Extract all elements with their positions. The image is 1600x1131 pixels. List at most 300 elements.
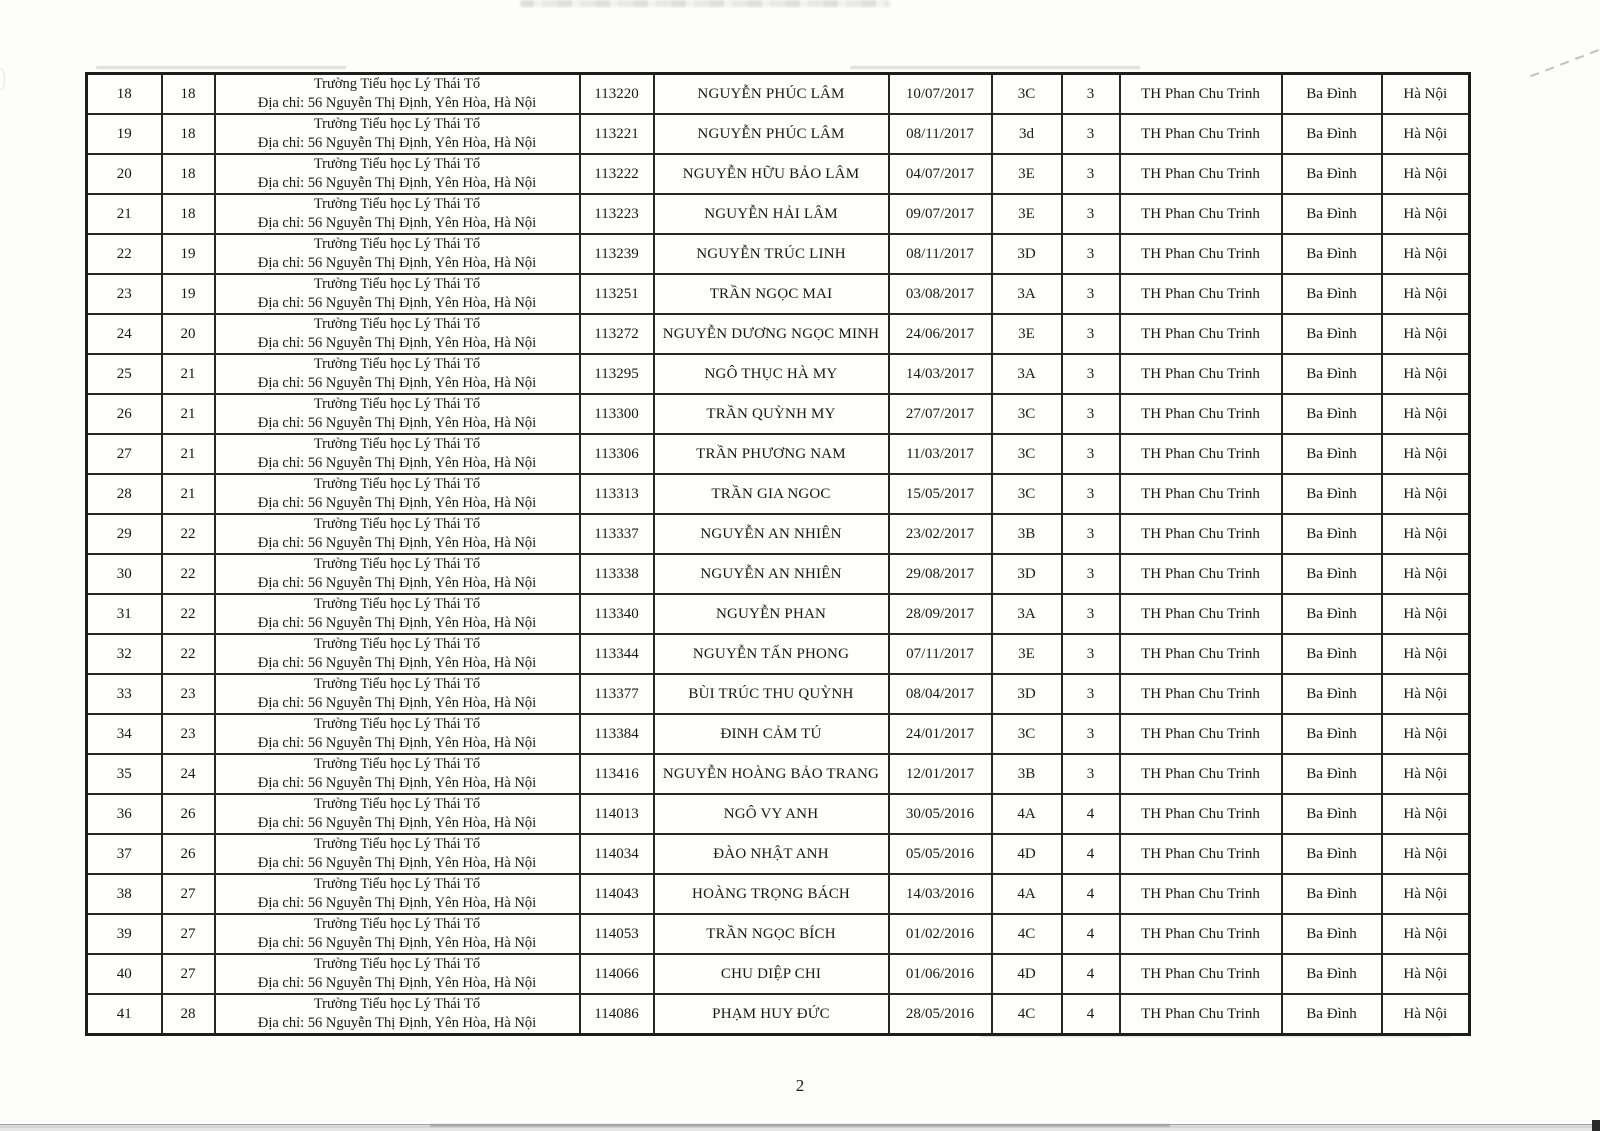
table-row	[87, 834, 1470, 874]
cell-city: Hà Nội	[1382, 594, 1470, 634]
origin-school-name: Trường Tiểu học Lý Thái Tổ	[313, 516, 481, 532]
origin-school-address: Địa chỉ: 56 Nguyễn Thị Định, Yên Hòa, Hà Nội	[257, 255, 537, 271]
origin-school-address: Địa chỉ: 56 Nguyễn Thị Định, Yên Hòa, Hà Nội	[257, 895, 537, 911]
cell-district: Ba Đình	[1282, 834, 1382, 874]
cell-group-number: 20	[162, 314, 215, 354]
cell-student-code: 113300	[580, 394, 654, 434]
table-row	[87, 514, 1470, 554]
cell-row-number: 19	[87, 114, 162, 154]
table-row	[87, 354, 1470, 394]
cell-city: Hà Nội	[1382, 194, 1470, 234]
origin-school-address: Địa chỉ: 56 Nguyễn Thị Định, Yên Hòa, Hà Nội	[257, 775, 537, 791]
origin-school-address: Địa chỉ: 56 Nguyễn Thị Định, Yên Hòa, Hà Nội	[257, 1015, 537, 1031]
origin-school-name: Trường Tiểu học Lý Thái Tổ	[313, 436, 481, 452]
cell-grade: 3	[1062, 354, 1120, 394]
cell-grade: 4	[1062, 994, 1120, 1035]
cell-district: Ba Đình	[1282, 914, 1382, 954]
cell-group-number: 28	[162, 994, 215, 1035]
cell-row-number: 41	[87, 994, 162, 1035]
cell-origin-school	[215, 394, 580, 434]
cell-class: 4C	[992, 994, 1062, 1035]
table-row	[87, 554, 1470, 594]
cell-target-school: TH Phan Chu Trinh	[1120, 594, 1282, 634]
cell-target-school: TH Phan Chu Trinh	[1120, 514, 1282, 554]
cell-target-school: TH Phan Chu Trinh	[1120, 714, 1282, 754]
cell-city: Hà Nội	[1382, 514, 1470, 554]
cell-target-school: TH Phan Chu Trinh	[1120, 914, 1282, 954]
origin-school-name: Trường Tiểu học Lý Thái Tổ	[313, 876, 481, 892]
cell-district: Ba Đình	[1282, 354, 1382, 394]
cell-date-of-birth: 08/11/2017	[889, 234, 992, 274]
cell-city: Hà Nội	[1382, 354, 1470, 394]
cell-date-of-birth: 14/03/2016	[889, 874, 992, 914]
cell-city: Hà Nội	[1382, 314, 1470, 354]
cell-class: 3A	[992, 594, 1062, 634]
cell-class: 3D	[992, 234, 1062, 274]
table-row	[87, 914, 1470, 954]
cell-class: 3E	[992, 154, 1062, 194]
cell-district: Ba Đình	[1282, 594, 1382, 634]
cell-district: Ba Đình	[1282, 674, 1382, 714]
cell-district: Ba Đình	[1282, 754, 1382, 794]
cell-student-code: 114086	[580, 994, 654, 1035]
cell-student-name: TRẦN NGỌC BÍCH	[654, 914, 889, 954]
cell-date-of-birth: 04/07/2017	[889, 154, 992, 194]
cell-class: 3D	[992, 554, 1062, 594]
cell-city: Hà Nội	[1382, 234, 1470, 274]
cell-origin-school	[215, 754, 580, 794]
cell-origin-school	[215, 994, 580, 1035]
cell-district: Ba Đình	[1282, 514, 1382, 554]
cell-group-number: 27	[162, 874, 215, 914]
cell-student-name: NGUYỄN TẤN PHONG	[654, 634, 889, 674]
table-row	[87, 74, 1470, 115]
origin-school-name: Trường Tiểu học Lý Thái Tổ	[313, 476, 481, 492]
cell-district: Ba Đình	[1282, 234, 1382, 274]
cell-district: Ba Đình	[1282, 994, 1382, 1035]
cell-city: Hà Nội	[1382, 394, 1470, 434]
table-row	[87, 234, 1470, 274]
cell-district: Ba Đình	[1282, 794, 1382, 834]
cell-city: Hà Nội	[1382, 274, 1470, 314]
cell-student-name: CHU DIỆP CHI	[654, 954, 889, 994]
cell-row-number: 40	[87, 954, 162, 994]
cell-district: Ba Đình	[1282, 874, 1382, 914]
cell-district: Ba Đình	[1282, 714, 1382, 754]
cell-date-of-birth: 30/05/2016	[889, 794, 992, 834]
cell-class: 4A	[992, 874, 1062, 914]
cell-district: Ba Đình	[1282, 954, 1382, 994]
cell-origin-school	[215, 274, 580, 314]
origin-school-name: Trường Tiểu học Lý Thái Tổ	[313, 356, 481, 372]
origin-school-name: Trường Tiểu học Lý Thái Tổ	[313, 716, 481, 732]
cell-target-school: TH Phan Chu Trinh	[1120, 314, 1282, 354]
cell-target-school: TH Phan Chu Trinh	[1120, 234, 1282, 274]
cell-student-name: ĐÀO NHẬT ANH	[654, 834, 889, 874]
cell-group-number: 23	[162, 674, 215, 714]
cell-row-number: 25	[87, 354, 162, 394]
cell-student-code: 113340	[580, 594, 654, 634]
origin-school-name: Trường Tiểu học Lý Thái Tổ	[313, 316, 481, 332]
origin-school-address: Địa chỉ: 56 Nguyễn Thị Định, Yên Hòa, Hà Nội	[257, 415, 537, 431]
table-row	[87, 794, 1470, 834]
origin-school-address: Địa chỉ: 56 Nguyễn Thị Định, Yên Hòa, Hà Nội	[257, 815, 537, 831]
table-row	[87, 994, 1470, 1035]
student-roster-table	[85, 72, 1471, 1036]
cell-row-number: 31	[87, 594, 162, 634]
cell-city: Hà Nội	[1382, 434, 1470, 474]
origin-school-address: Địa chỉ: 56 Nguyễn Thị Định, Yên Hòa, Hà Nội	[257, 575, 537, 591]
cell-student-name: NGUYỄN HẢI LÂM	[654, 194, 889, 234]
origin-school-name: Trường Tiểu học Lý Thái Tổ	[313, 556, 481, 572]
cell-student-code: 113251	[580, 274, 654, 314]
cell-student-code: 114053	[580, 914, 654, 954]
cell-student-code: 113313	[580, 474, 654, 514]
scan-artifact-bottom-edge-shade	[430, 1124, 1170, 1127]
cell-date-of-birth: 01/02/2016	[889, 914, 992, 954]
cell-group-number: 18	[162, 74, 215, 115]
scan-artifact-left-edge	[0, 68, 5, 90]
cell-target-school: TH Phan Chu Trinh	[1120, 434, 1282, 474]
cell-row-number: 30	[87, 554, 162, 594]
origin-school-name: Trường Tiểu học Lý Thái Tổ	[313, 636, 481, 652]
cell-grade: 3	[1062, 674, 1120, 714]
cell-class: 3E	[992, 314, 1062, 354]
cell-student-name: BÙI TRÚC THU QUỲNH	[654, 674, 889, 714]
cell-student-code: 114034	[580, 834, 654, 874]
cell-district: Ba Đình	[1282, 114, 1382, 154]
cell-student-name: NGUYỄN TRÚC LINH	[654, 234, 889, 274]
cell-row-number: 27	[87, 434, 162, 474]
origin-school-address: Địa chỉ: 56 Nguyễn Thị Định, Yên Hòa, Hà Nội	[257, 735, 537, 751]
cell-city: Hà Nội	[1382, 914, 1470, 954]
cell-student-name: NGUYỄN AN NHIÊN	[654, 554, 889, 594]
cell-student-name: NGÔ THỤC HÀ MY	[654, 354, 889, 394]
cell-date-of-birth: 01/06/2016	[889, 954, 992, 994]
cell-origin-school	[215, 554, 580, 594]
origin-school-name: Trường Tiểu học Lý Thái Tổ	[313, 276, 481, 292]
origin-school-address: Địa chỉ: 56 Nguyễn Thị Định, Yên Hòa, Hà Nội	[257, 495, 537, 511]
cell-student-code: 113220	[580, 74, 654, 115]
cell-row-number: 22	[87, 234, 162, 274]
cell-date-of-birth: 23/02/2017	[889, 514, 992, 554]
cell-student-name: TRẦN QUỲNH MY	[654, 394, 889, 434]
cell-student-name: NGUYỄN DƯƠNG NGỌC MINH	[654, 314, 889, 354]
cell-class: 3B	[992, 754, 1062, 794]
cell-grade: 3	[1062, 434, 1120, 474]
cell-group-number: 18	[162, 154, 215, 194]
cell-student-name: NGÔ VY ANH	[654, 794, 889, 834]
cell-group-number: 27	[162, 954, 215, 994]
cell-student-name: NGUYỄN PHÚC LÂM	[654, 74, 889, 115]
table-row	[87, 754, 1470, 794]
origin-school-address: Địa chỉ: 56 Nguyễn Thị Định, Yên Hòa, Hà Nội	[257, 975, 537, 991]
cell-target-school: TH Phan Chu Trinh	[1120, 354, 1282, 394]
cell-group-number: 24	[162, 754, 215, 794]
cell-group-number: 27	[162, 914, 215, 954]
cell-origin-school	[215, 74, 580, 115]
cell-city: Hà Nội	[1382, 634, 1470, 674]
origin-school-address: Địa chỉ: 56 Nguyễn Thị Định, Yên Hòa, Hà Nội	[257, 615, 537, 631]
table-row	[87, 394, 1470, 434]
table-row	[87, 314, 1470, 354]
cell-target-school: TH Phan Chu Trinh	[1120, 194, 1282, 234]
cell-grade: 3	[1062, 234, 1120, 274]
cell-origin-school	[215, 914, 580, 954]
table-row	[87, 274, 1470, 314]
cell-group-number: 23	[162, 714, 215, 754]
cell-date-of-birth: 27/07/2017	[889, 394, 992, 434]
cell-district: Ba Đình	[1282, 434, 1382, 474]
cell-grade: 4	[1062, 794, 1120, 834]
cell-district: Ba Đình	[1282, 554, 1382, 594]
origin-school-address: Địa chỉ: 56 Nguyễn Thị Định, Yên Hòa, Hà Nội	[257, 95, 537, 111]
cell-student-name: NGUYỄN AN NHIÊN	[654, 514, 889, 554]
cell-target-school: TH Phan Chu Trinh	[1120, 634, 1282, 674]
cell-city: Hà Nội	[1382, 994, 1470, 1035]
origin-school-address: Địa chỉ: 56 Nguyễn Thị Định, Yên Hòa, Hà Nội	[257, 295, 537, 311]
cell-student-code: 113344	[580, 634, 654, 674]
cell-city: Hà Nội	[1382, 474, 1470, 514]
cell-student-name: PHẠM HUY ĐỨC	[654, 994, 889, 1035]
cell-group-number: 22	[162, 634, 215, 674]
cell-class: 3C	[992, 434, 1062, 474]
origin-school-name: Trường Tiểu học Lý Thái Tổ	[313, 676, 481, 692]
cell-target-school: TH Phan Chu Trinh	[1120, 994, 1282, 1035]
table-row	[87, 434, 1470, 474]
cell-date-of-birth: 09/07/2017	[889, 194, 992, 234]
cell-target-school: TH Phan Chu Trinh	[1120, 154, 1282, 194]
cell-group-number: 22	[162, 554, 215, 594]
cell-origin-school	[215, 434, 580, 474]
cell-row-number: 38	[87, 874, 162, 914]
origin-school-name: Trường Tiểu học Lý Thái Tổ	[313, 196, 481, 212]
cell-student-code: 113337	[580, 514, 654, 554]
cell-origin-school	[215, 834, 580, 874]
cell-row-number: 33	[87, 674, 162, 714]
cell-district: Ba Đình	[1282, 154, 1382, 194]
cell-grade: 4	[1062, 914, 1120, 954]
origin-school-name: Trường Tiểu học Lý Thái Tổ	[313, 956, 481, 972]
origin-school-name: Trường Tiểu học Lý Thái Tổ	[313, 76, 481, 92]
cell-grade: 4	[1062, 834, 1120, 874]
origin-school-address: Địa chỉ: 56 Nguyễn Thị Định, Yên Hòa, Hà Nội	[257, 535, 537, 551]
origin-school-address: Địa chỉ: 56 Nguyễn Thị Định, Yên Hòa, Hà Nội	[257, 175, 537, 191]
cell-date-of-birth: 10/07/2017	[889, 74, 992, 115]
cell-row-number: 26	[87, 394, 162, 434]
cell-class: 4A	[992, 794, 1062, 834]
cell-grade: 3	[1062, 594, 1120, 634]
cell-district: Ba Đình	[1282, 74, 1382, 115]
cell-student-code: 113306	[580, 434, 654, 474]
cell-student-code: 113272	[580, 314, 654, 354]
cell-grade: 3	[1062, 754, 1120, 794]
cell-target-school: TH Phan Chu Trinh	[1120, 394, 1282, 434]
cell-row-number: 28	[87, 474, 162, 514]
cell-student-code: 113222	[580, 154, 654, 194]
cell-city: Hà Nội	[1382, 794, 1470, 834]
cell-target-school: TH Phan Chu Trinh	[1120, 274, 1282, 314]
cell-origin-school	[215, 714, 580, 754]
cell-target-school: TH Phan Chu Trinh	[1120, 874, 1282, 914]
cell-class: 3C	[992, 474, 1062, 514]
cell-city: Hà Nội	[1382, 714, 1470, 754]
cell-date-of-birth: 28/09/2017	[889, 594, 992, 634]
cell-grade: 3	[1062, 394, 1120, 434]
scan-artifact	[96, 66, 346, 69]
cell-origin-school	[215, 354, 580, 394]
scan-artifact	[850, 66, 1140, 69]
cell-row-number: 21	[87, 194, 162, 234]
cell-class: 3E	[992, 194, 1062, 234]
origin-school-name: Trường Tiểu học Lý Thái Tổ	[313, 156, 481, 172]
cell-student-name: TRẦN NGỌC MAI	[654, 274, 889, 314]
cell-date-of-birth: 24/06/2017	[889, 314, 992, 354]
cell-origin-school	[215, 594, 580, 634]
cell-class: 3B	[992, 514, 1062, 554]
cell-target-school: TH Phan Chu Trinh	[1120, 114, 1282, 154]
cell-student-code: 113239	[580, 234, 654, 274]
origin-school-name: Trường Tiểu học Lý Thái Tổ	[313, 996, 481, 1012]
cell-target-school: TH Phan Chu Trinh	[1120, 74, 1282, 115]
table-row	[87, 154, 1470, 194]
cell-grade: 3	[1062, 274, 1120, 314]
cell-target-school: TH Phan Chu Trinh	[1120, 754, 1282, 794]
cell-city: Hà Nội	[1382, 674, 1470, 714]
cell-district: Ba Đình	[1282, 274, 1382, 314]
cell-date-of-birth: 12/01/2017	[889, 754, 992, 794]
origin-school-address: Địa chỉ: 56 Nguyễn Thị Định, Yên Hòa, Hà Nội	[257, 135, 537, 151]
cell-student-code: 113338	[580, 554, 654, 594]
cell-target-school: TH Phan Chu Trinh	[1120, 474, 1282, 514]
cell-city: Hà Nội	[1382, 114, 1470, 154]
origin-school-name: Trường Tiểu học Lý Thái Tổ	[313, 596, 481, 612]
cell-origin-school	[215, 114, 580, 154]
cell-grade: 3	[1062, 634, 1120, 674]
table-row	[87, 474, 1470, 514]
scan-artifact-corner-mark	[1530, 49, 1600, 77]
cell-district: Ba Đình	[1282, 634, 1382, 674]
cell-grade: 3	[1062, 74, 1120, 115]
cell-city: Hà Nội	[1382, 154, 1470, 194]
cell-class: 4D	[992, 834, 1062, 874]
cell-student-code: 113221	[580, 114, 654, 154]
cell-origin-school	[215, 314, 580, 354]
cell-city: Hà Nội	[1382, 74, 1470, 115]
cell-target-school: TH Phan Chu Trinh	[1120, 554, 1282, 594]
scan-artifact-bottom-edge	[0, 1124, 1600, 1131]
cell-class: 3C	[992, 714, 1062, 754]
cell-origin-school	[215, 794, 580, 834]
student-roster-table-wrap	[85, 72, 1471, 1036]
cell-target-school: TH Phan Chu Trinh	[1120, 674, 1282, 714]
cell-grade: 4	[1062, 874, 1120, 914]
cell-district: Ba Đình	[1282, 394, 1382, 434]
origin-school-address: Địa chỉ: 56 Nguyễn Thị Định, Yên Hòa, Hà Nội	[257, 215, 537, 231]
cell-class: 3D	[992, 674, 1062, 714]
cell-student-code: 113377	[580, 674, 654, 714]
cell-group-number: 22	[162, 514, 215, 554]
cell-origin-school	[215, 194, 580, 234]
cell-class: 3E	[992, 634, 1062, 674]
cell-date-of-birth: 07/11/2017	[889, 634, 992, 674]
cell-city: Hà Nội	[1382, 954, 1470, 994]
cell-class: 4C	[992, 914, 1062, 954]
cell-date-of-birth: 11/03/2017	[889, 434, 992, 474]
cell-class: 3A	[992, 274, 1062, 314]
cell-row-number: 29	[87, 514, 162, 554]
cell-row-number: 36	[87, 794, 162, 834]
cell-row-number: 39	[87, 914, 162, 954]
origin-school-name: Trường Tiểu học Lý Thái Tổ	[313, 116, 481, 132]
cell-student-name: NGUYỄN PHAN	[654, 594, 889, 634]
cell-student-code: 113223	[580, 194, 654, 234]
origin-school-address: Địa chỉ: 56 Nguyễn Thị Định, Yên Hòa, Hà Nội	[257, 375, 537, 391]
cell-origin-school	[215, 234, 580, 274]
cell-date-of-birth: 29/08/2017	[889, 554, 992, 594]
cell-student-code: 114043	[580, 874, 654, 914]
cell-date-of-birth: 15/05/2017	[889, 474, 992, 514]
cell-group-number: 22	[162, 594, 215, 634]
cell-student-name: TRẦN PHƯƠNG NAM	[654, 434, 889, 474]
cell-group-number: 21	[162, 474, 215, 514]
cell-target-school: TH Phan Chu Trinh	[1120, 954, 1282, 994]
cell-row-number: 20	[87, 154, 162, 194]
origin-school-name: Trường Tiểu học Lý Thái Tổ	[313, 796, 481, 812]
table-row	[87, 874, 1470, 914]
origin-school-name: Trường Tiểu học Lý Thái Tổ	[313, 396, 481, 412]
table-row	[87, 194, 1470, 234]
cell-district: Ba Đình	[1282, 474, 1382, 514]
origin-school-name: Trường Tiểu học Lý Thái Tổ	[313, 916, 481, 932]
cell-group-number: 21	[162, 354, 215, 394]
table-row	[87, 594, 1470, 634]
cell-grade: 3	[1062, 314, 1120, 354]
cell-group-number: 26	[162, 834, 215, 874]
cell-student-code: 113295	[580, 354, 654, 394]
cell-origin-school	[215, 634, 580, 674]
origin-school-name: Trường Tiểu học Lý Thái Tổ	[313, 836, 481, 852]
cell-city: Hà Nội	[1382, 874, 1470, 914]
origin-school-address: Địa chỉ: 56 Nguyễn Thị Định, Yên Hòa, Hà Nội	[257, 655, 537, 671]
scan-artifact-bottom-edge-mark	[1592, 1120, 1600, 1131]
cell-student-code: 114066	[580, 954, 654, 994]
cell-class: 3d	[992, 114, 1062, 154]
cell-student-name: TRẦN GIA NGOC	[654, 474, 889, 514]
cell-group-number: 26	[162, 794, 215, 834]
cell-origin-school	[215, 674, 580, 714]
cell-group-number: 21	[162, 434, 215, 474]
cell-student-code: 114013	[580, 794, 654, 834]
cell-district: Ba Đình	[1282, 194, 1382, 234]
cell-district: Ba Đình	[1282, 314, 1382, 354]
cell-student-name: ĐINH CẢM TÚ	[654, 714, 889, 754]
cell-grade: 3	[1062, 714, 1120, 754]
cell-grade: 4	[1062, 954, 1120, 994]
cell-group-number: 21	[162, 394, 215, 434]
cell-city: Hà Nội	[1382, 554, 1470, 594]
cell-grade: 3	[1062, 114, 1120, 154]
cell-row-number: 37	[87, 834, 162, 874]
cell-city: Hà Nội	[1382, 754, 1470, 794]
cell-date-of-birth: 05/05/2016	[889, 834, 992, 874]
origin-school-address: Địa chỉ: 56 Nguyễn Thị Định, Yên Hòa, Hà Nội	[257, 455, 537, 471]
cell-student-name: NGUYỄN HOÀNG BẢO TRANG	[654, 754, 889, 794]
cell-student-name: NGUYỄN PHÚC LÂM	[654, 114, 889, 154]
cell-date-of-birth: 08/11/2017	[889, 114, 992, 154]
cell-origin-school	[215, 874, 580, 914]
page-number: 2	[795, 1076, 805, 1095]
